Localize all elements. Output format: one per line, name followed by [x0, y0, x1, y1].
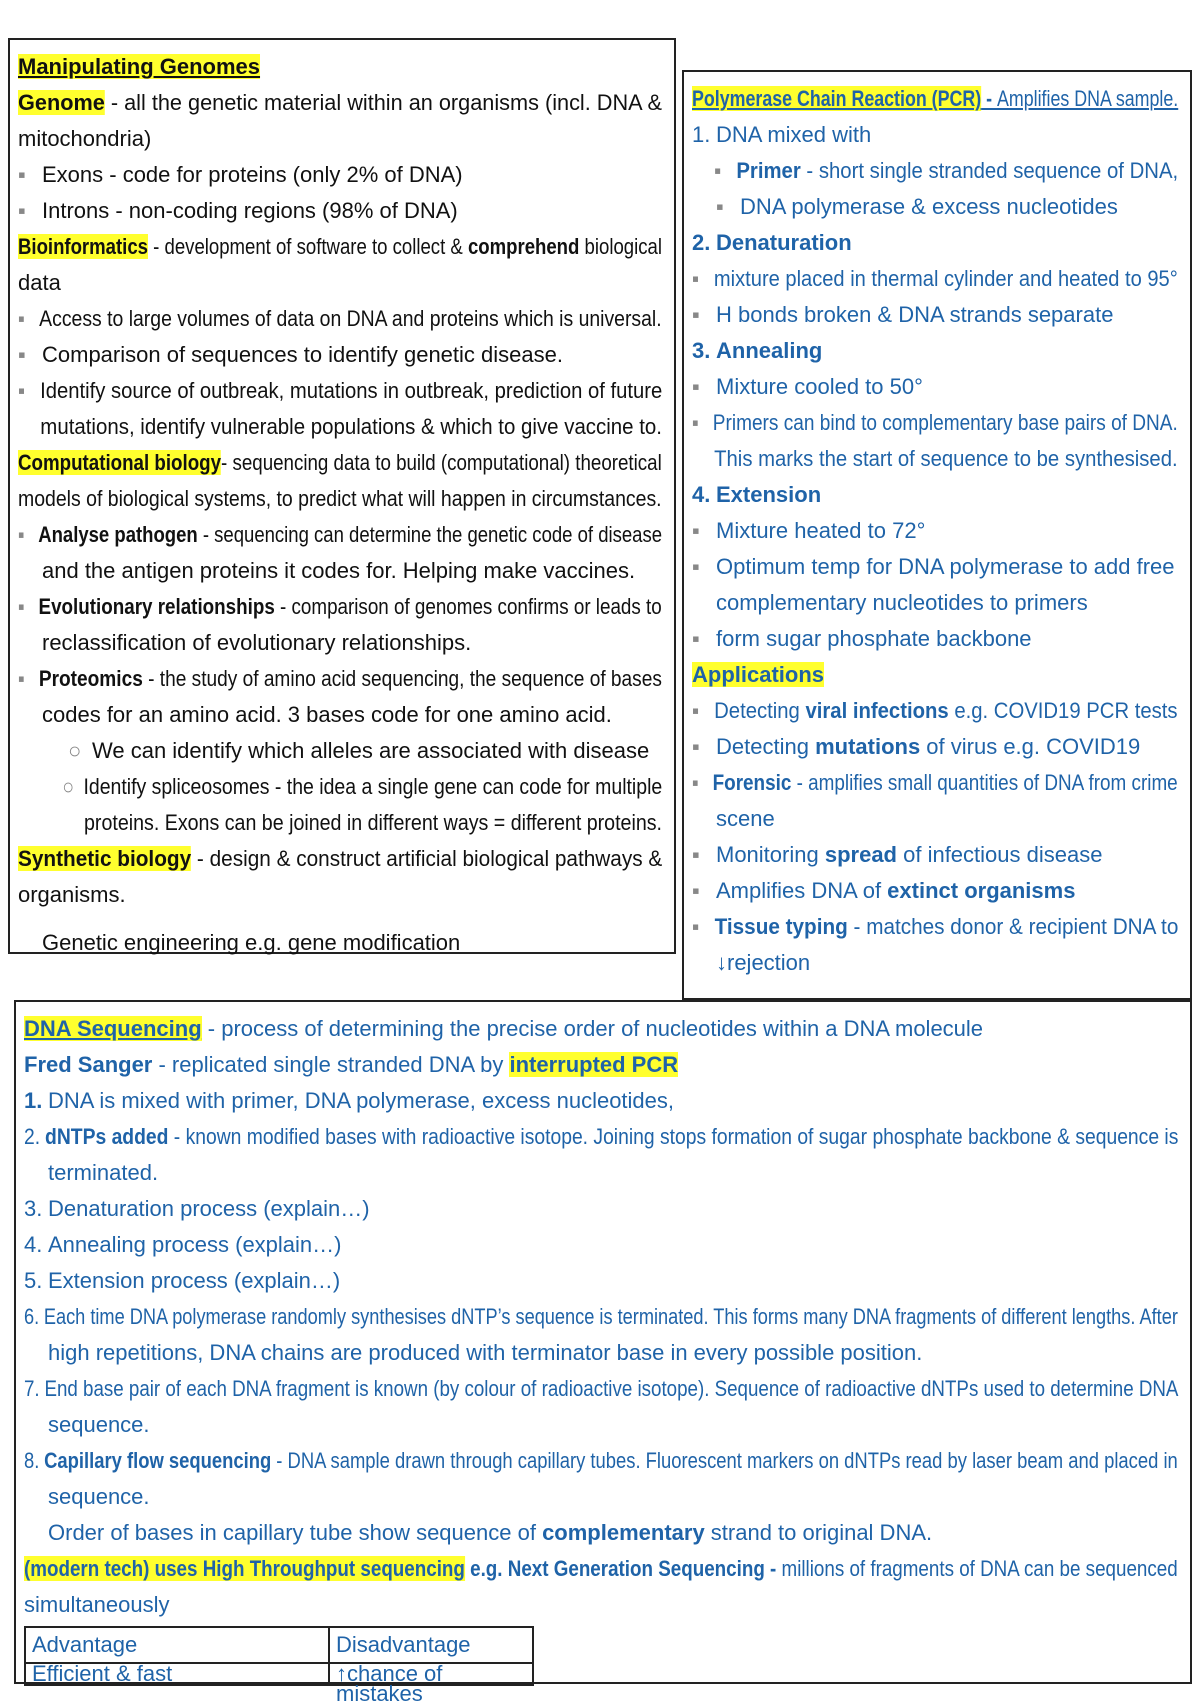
extension-point-3: form sugar phosphate backbone [716, 626, 1032, 651]
app-5-bold: extinct organisms [887, 878, 1076, 903]
step-number: 7. [24, 1376, 40, 1401]
bioinformatics-term: Bioinformatics [18, 234, 149, 259]
app-2-bold: mutations [815, 734, 921, 759]
seq-step-4 [24, 1228, 342, 1262]
list-item [18, 158, 463, 192]
sequencing-title-line [24, 1012, 983, 1046]
bullet-icon: ▪ [692, 374, 700, 399]
list-item [692, 694, 1178, 728]
list-item-cont [692, 442, 1178, 476]
bullet-icon: ▪ [18, 198, 26, 223]
computational-definition-cont [18, 482, 662, 516]
step-number: 5. [24, 1268, 43, 1293]
step-number: 8. [24, 1448, 40, 1473]
annealing-point-1: Mixture cooled to 50° [716, 374, 923, 399]
genomes-title: Manipulating Genomes [18, 54, 261, 79]
bioinf-text-b: biological [579, 234, 662, 259]
sanger-text: - replicated single stranded DNA by [152, 1052, 510, 1077]
seq-step-4-text: Annealing process (explain…) [48, 1232, 342, 1257]
table-header-disadvantage: Disadvantage [329, 1627, 533, 1663]
app-3-text-cont: scene [716, 806, 775, 831]
seq-step-5 [24, 1264, 340, 1298]
seq-step-2-text-cont: terminated. [48, 1160, 159, 1185]
seq-step-8-text-cont: sequence. [48, 1484, 150, 1509]
bullet-icon: ▪ [692, 734, 700, 759]
bullet-icon: ▪ [692, 518, 700, 543]
list-item [692, 766, 1178, 800]
sub-list-item [692, 190, 1118, 224]
sequencing-title-def: - process of determining the precise order of nucleotides within a DNA molecule [201, 1016, 984, 1041]
bullet-icon: ▪ [714, 158, 722, 183]
table-header-row [25, 1627, 533, 1663]
bullet-icon: ▪ [716, 194, 724, 219]
list-item [692, 874, 1075, 908]
bioinf-point-3-cont: mutations, identify vulnerable populations & which to give vaccine to. [40, 414, 662, 439]
list-item [692, 370, 923, 404]
seq-step-7-text: End base pair of each DNA fragment is known (by colour of radioactive isotope). Sequence of radioactive dNTPs used to determine DNA [44, 1376, 1179, 1401]
applications-heading-line [692, 658, 824, 692]
bullet-icon: ▪ [692, 914, 700, 939]
app-1-text-a: Detecting [714, 698, 806, 723]
list-item [18, 374, 662, 408]
genomes-panel [8, 38, 676, 954]
list-item-cont [18, 554, 635, 588]
modern-tech-line-cont [24, 1588, 170, 1622]
bioinf-text-bold: comprehend [467, 234, 580, 259]
evolutionary-term: Evolutionary relationships [38, 594, 275, 619]
bioinf-point-3: Identify source of outbreak, mutations in outbreak, prediction of future [40, 378, 663, 403]
synthetic-text: - design & construct artificial biological pathways & [191, 846, 663, 871]
genome-definition-cont [18, 122, 151, 156]
exons-text: Exons - code for proteins (only 2% of DNA) [42, 162, 463, 187]
bullet-icon: ▪ [692, 626, 700, 651]
pcr-panel [682, 70, 1192, 1000]
list-item [18, 518, 662, 552]
seq-step-7-cont [24, 1408, 150, 1442]
app-5-text-a: Amplifies DNA of [716, 878, 888, 903]
app-6-text-cont: ↓rejection [716, 950, 811, 975]
app-3-bold: Forensic [712, 770, 792, 795]
applications-heading: Applications [692, 662, 825, 687]
genome-term: Genome [18, 90, 105, 115]
extension-point-1: Mixture heated to 72° [716, 518, 926, 543]
bullet-icon: ▪ [692, 770, 699, 795]
annealing-point-2-cont: This marks the start of sequence to be synthesised. [714, 446, 1178, 471]
list-item-cont [692, 946, 810, 980]
denaturation-point-2: H bonds broken & DNA strands separate [716, 302, 1114, 327]
pcr-title-def: Amplifies DNA sample. [997, 86, 1179, 111]
app-2-text-a: Detecting [716, 734, 816, 759]
seq-step-2 [24, 1120, 1178, 1154]
bioinf-point-1: Access to large volumes of data on DNA and proteins which is universal. [39, 306, 662, 331]
sub-list-item [692, 154, 1178, 188]
dntps-term: dNTPs added [45, 1124, 169, 1149]
ngs-bold: e.g. Next Generation Sequencing - [464, 1556, 782, 1581]
pcr-step-4 [692, 478, 821, 512]
list-item-cont [18, 698, 612, 732]
seq-step-1-text: DNA is mixed with primer, DNA polymerase, excess nucleotides, [48, 1088, 675, 1113]
bullet-icon: ▪ [692, 842, 700, 867]
circle-bullet-icon: ○ [62, 774, 74, 799]
seq-step-6 [24, 1300, 1178, 1334]
bullet-icon: ▪ [18, 522, 25, 547]
step-number: 4. [24, 1232, 43, 1257]
list-item [692, 910, 1178, 944]
evolutionary-text: - comparison of genomes confirms or leads to [274, 594, 662, 619]
list-item [692, 838, 1102, 872]
app-1-text-c: e.g. COVID19 PCR tests [948, 698, 1178, 723]
synthetic-term: Synthetic biology [18, 846, 192, 871]
step-number: 3. [24, 1196, 43, 1221]
app-4-text-a: Monitoring [716, 842, 825, 867]
list-item-cont [692, 802, 775, 836]
step-number: 2. [692, 230, 711, 255]
seq-step-3-text: Denaturation process (explain…) [48, 1196, 370, 1221]
table-cell-text: Efficient & fast [32, 1661, 173, 1686]
sub-point-2: Identify spliceosomes - the idea a single gene can code for multiple [83, 774, 663, 799]
sanger-line [24, 1048, 678, 1082]
list-item-cont [18, 410, 662, 444]
app-6-text: - matches donor & recipient DNA to [847, 914, 1179, 939]
pcr-title-sep: - [981, 86, 998, 111]
comp-text-2: models of biological systems, to predict what will happen in circumstances. [18, 486, 662, 511]
proteomics-text: - the study of amino acid sequencing, the sequence of bases [142, 666, 662, 691]
seq-step-2-cont [24, 1156, 158, 1190]
app-6-bold: Tissue typing [714, 914, 848, 939]
seq-step-2-text: - known modified bases with radioactive isotope. Joining stops formation of sugar phosphate backbone & sequence is [168, 1124, 1179, 1149]
step-number: 6. [24, 1304, 40, 1329]
interrupted-pcr-highlight: interrupted PCR [509, 1052, 679, 1077]
genomes-title-line [18, 50, 260, 84]
bullet-icon: ▪ [692, 554, 700, 579]
app-2-text-c: of virus e.g. COVID19 [920, 734, 1141, 759]
modern-tech-highlight: (modern tech) uses High Throughput sequencing [24, 1556, 465, 1581]
analyse-pathogen-term: Analyse pathogen [38, 522, 198, 547]
seq-note-text-c: strand to original DNA. [704, 1520, 933, 1545]
sanger-term: Fred Sanger [24, 1052, 153, 1077]
list-item [692, 550, 1175, 584]
bullet-icon: ▪ [692, 410, 699, 435]
bullet-icon: ▪ [692, 698, 700, 723]
seq-step-3 [24, 1192, 370, 1226]
annealing-heading: Annealing [716, 338, 823, 363]
comp-text-1: - sequencing data to build (computational) theoretical [221, 450, 662, 475]
list-item-cont [18, 626, 471, 660]
list-item [692, 262, 1178, 296]
bullet-icon: ▪ [18, 378, 26, 403]
seq-step-8-text: - DNA sample drawn through capillary tubes. Fluorescent markers on dNTPs read by laser beam and placed in [271, 1448, 1178, 1473]
step-1-text: DNA mixed with [716, 122, 872, 147]
computational-definition [18, 446, 662, 480]
seq-step-6-text-cont: high repetitions, DNA chains are produced with terminator base in every possible position. [48, 1340, 923, 1365]
list-item [692, 514, 925, 548]
genome-def-text: - all the genetic material within an organisms (incl. DNA & [104, 90, 662, 115]
table-cell-text: ↑chance of mistakes [336, 1661, 443, 1706]
app-4-bold: spread [824, 842, 897, 867]
bioinf-text-2: data [18, 270, 61, 295]
seq-step-6-text: Each time DNA polymerase randomly synthesises dNTP’s sequence is terminated. This forms many DNA fragments of different lengths. After [43, 1304, 1178, 1329]
modern-tech-text-cont: simultaneously [24, 1592, 170, 1617]
list-item [692, 730, 1140, 764]
pcr-title: Polymerase Chain Reaction (PCR) [692, 86, 982, 111]
bioinformatics-definition [18, 230, 662, 264]
bullet-icon: ▪ [18, 342, 26, 367]
bioinformatics-definition-cont [18, 266, 61, 300]
primer-term: Primer [736, 158, 801, 183]
bioinf-point-2: Comparison of sequences to identify genetic disease. [42, 342, 563, 367]
computational-term: Computational biology [18, 450, 222, 475]
seq-step-8-cont [24, 1480, 150, 1514]
step-number: 2. [24, 1124, 41, 1149]
sub-list-item [18, 734, 649, 768]
pcr-step-2 [692, 226, 852, 260]
step-number: 1. [692, 122, 711, 147]
sub-list-item-cont [18, 806, 662, 840]
cut-off-text: Genetic engineering e.g. gene modification [42, 930, 461, 955]
extension-point-2: Optimum temp for DNA polymerase to add free [716, 554, 1175, 579]
table-cell [25, 1663, 329, 1685]
seq-step-1 [24, 1084, 674, 1118]
sequencing-panel [14, 1000, 1192, 1706]
bullet-icon: ▪ [692, 878, 700, 903]
sub-point-2-cont: proteins. Exons can be joined in different ways = different proteins. [84, 810, 662, 835]
list-item [692, 622, 1032, 656]
extension-point-2-cont: complementary nucleotides to primers [716, 590, 1088, 615]
complementary-bold: complementary [542, 1520, 705, 1545]
modern-tech-text: millions of fragments of DNA can be sequenced [781, 1556, 1178, 1581]
sequencing-title: DNA Sequencing [24, 1016, 202, 1041]
bullet-icon: ▪ [18, 306, 25, 331]
primer-text: - short single stranded sequence of DNA, [800, 158, 1179, 183]
table-row [25, 1663, 533, 1685]
list-item [18, 194, 458, 228]
seq-step-8-note [24, 1516, 932, 1550]
bullet-icon: ▪ [18, 594, 25, 619]
polymerase-text: DNA polymerase & excess nucleotides [740, 194, 1118, 219]
list-item [18, 338, 563, 372]
synthetic-definition [18, 842, 662, 876]
genome-definition [18, 86, 662, 120]
step-number: 3. [692, 338, 711, 363]
step-number: 1. [24, 1088, 43, 1113]
seq-step-6-cont [24, 1336, 922, 1370]
app-4-text-c: of infectious disease [897, 842, 1103, 867]
bullet-icon: ▪ [18, 666, 25, 691]
analyse-pathogen-text: - sequencing can determine the genetic code of disease [197, 522, 663, 547]
bullet-icon: ▪ [18, 162, 26, 187]
bullet-icon: ▪ [692, 266, 700, 291]
circle-bullet-icon: ○ [68, 738, 82, 763]
list-item-cont [692, 586, 1088, 620]
list-item [18, 590, 662, 624]
table-cell [329, 1661, 533, 1706]
annealing-point-2: Primers can bind to complementary base pairs of DNA. [712, 410, 1178, 435]
capillary-term: Capillary flow sequencing [44, 1448, 272, 1473]
cut-off-line [18, 906, 461, 955]
app-1-bold: viral infections [805, 698, 949, 723]
modern-tech-line [24, 1552, 1178, 1586]
table-header-advantage: Advantage [25, 1627, 329, 1663]
sub-point-1: We can identify which alleles are associated with disease [92, 738, 650, 763]
step-number: 4. [692, 482, 711, 507]
list-item [18, 662, 662, 696]
list-item [692, 406, 1178, 440]
seq-step-7 [24, 1372, 1178, 1406]
seq-note-text-a: Order of bases in capillary tube show sequence of [48, 1520, 543, 1545]
app-3-text: - amplifies small quantities of DNA from crime [791, 770, 1178, 795]
list-item [692, 298, 1113, 332]
proteomics-term: Proteomics [38, 666, 143, 691]
denaturation-point-1: mixture placed in thermal cylinder and heated to 95° [713, 266, 1178, 291]
advantages-table [24, 1626, 534, 1706]
synthetic-text-2: organisms. [18, 882, 126, 907]
extension-heading: Extension [716, 482, 822, 507]
list-item [18, 302, 662, 336]
genome-def-text-2: mitochondria) [18, 126, 152, 151]
pcr-step-1 [692, 118, 871, 152]
sub-list-item [18, 770, 662, 804]
seq-step-7-text-cont: sequence. [48, 1412, 150, 1437]
pcr-title-line [692, 82, 1178, 116]
seq-step-8 [24, 1444, 1178, 1478]
bioinf-text-a: - development of software to collect & [148, 234, 468, 259]
seq-step-5-text: Extension process (explain…) [48, 1268, 341, 1293]
analyse-pathogen-text-2: and the antigen proteins it codes for. Helping make vaccines. [42, 558, 636, 583]
denaturation-heading: Denaturation [716, 230, 852, 255]
proteomics-text-2: codes for an amino acid. 3 bases code for one amino acid. [42, 702, 612, 727]
introns-text: Introns - non-coding regions (98% of DNA) [42, 198, 458, 223]
bullet-icon: ▪ [692, 302, 700, 327]
evolutionary-text-2: reclassification of evolutionary relationships. [42, 630, 472, 655]
pcr-step-3 [692, 334, 822, 368]
